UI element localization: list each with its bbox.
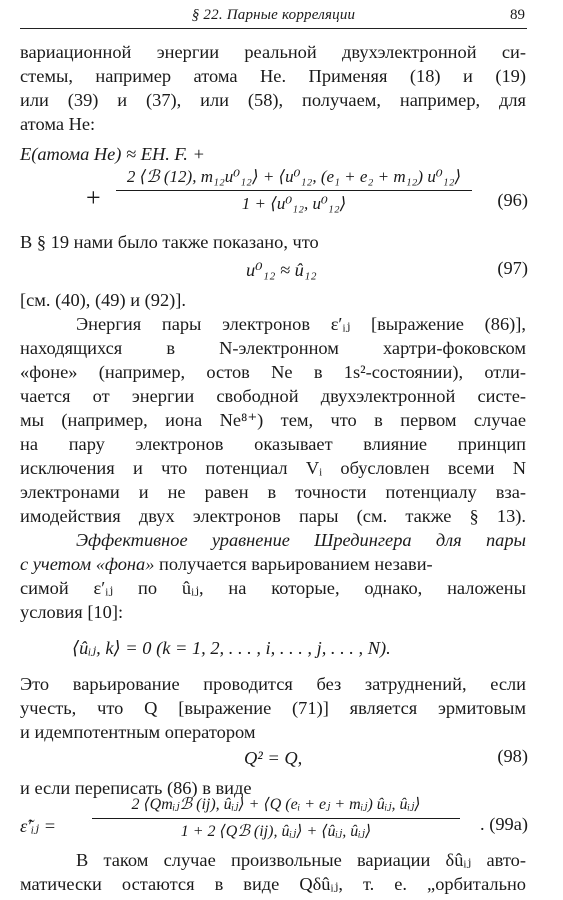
text-line: В § 19 нами было также показано, что	[20, 232, 319, 252]
section-title: § 22. Парные корреляции	[191, 7, 356, 23]
running-header	[20, 6, 527, 29]
equation-96-plus: +	[86, 183, 101, 212]
equation-99a-lhs: ε̃′ᵢⱼ =	[20, 816, 57, 836]
text-line: атома He:	[20, 114, 96, 134]
text-line: Энергия пары электронов ε′ᵢⱼ [выражение (86)],	[76, 314, 526, 334]
text-line: мы (например, иона Ne⁸⁺) тем, что в первом случае	[20, 410, 526, 430]
equation-condition: ⟨ûᵢⱼ, k⟩ = 0 (k = 1, 2, . . . , i, . . . , j, . . . , N).	[72, 638, 391, 658]
equation-96-denominator: 1 + ⟨u⁰₁₂, u⁰₁₂⟩	[241, 194, 347, 213]
italic-phrase: с учетом «фона»	[20, 554, 155, 574]
text-line: учесть, что Q [выражение (71)] является эрмитовым	[20, 698, 526, 718]
text-phrase: получается варьированием незави-	[154, 554, 433, 574]
text-line: или (39) и (37), или (58), получаем, например, для	[20, 90, 526, 110]
text-line-italic: Эффективное уравнение Шредингера для пары	[76, 530, 526, 550]
equation-99a-numerator: 2 ⟨Qmᵢⱼℬ (ij), ûᵢⱼ⟩ + ⟨Q (eᵢ + eⱼ + mᵢⱼ) ûᵢⱼ, ûᵢⱼ⟩	[131, 796, 421, 813]
text-line: «фоне» (например, остов Ne в 1s²-состоянии), отли-	[20, 362, 526, 382]
equation-number: (98)	[497, 746, 528, 766]
text-line: находящихся в N-электронном хартри-фоковском	[20, 338, 526, 358]
page-number: 89	[510, 7, 525, 23]
text-line: и идемпотентным оператором	[20, 722, 256, 742]
text-line: на пару электронов оказывает влияние принцип	[20, 434, 526, 454]
text-line: электронами и не равен в точности потенциалу вза-	[20, 482, 526, 502]
equation-96-lhs: E(атома He) ≈ EH. F. +	[20, 144, 205, 164]
equation-97: u⁰₁₂ ≈ û₁₂	[246, 260, 317, 280]
fraction-bar	[92, 818, 460, 819]
text-line: [см. (40), (49) и (92)].	[20, 290, 186, 310]
text-line: исключения и что потенциал Vᵢ обусловлен всеми N	[20, 458, 526, 478]
text-line: Это варьирование проводится без затруднений, если	[20, 674, 526, 694]
equation-number: (96)	[497, 190, 528, 210]
fraction-bar	[116, 190, 472, 191]
text-line: чается от энергии свободной двухэлектронной систе-	[20, 386, 526, 406]
equation-99a-fraction	[92, 794, 460, 843]
text-line: и если переписать (86) в виде	[20, 778, 252, 798]
equation-96-fraction	[116, 166, 472, 215]
text-line: матически остаются в виде Qδûᵢⱼ, т. е. „орбитально	[20, 874, 526, 894]
equation-number: . (99а)	[480, 814, 528, 834]
equation-number: (97)	[497, 258, 528, 278]
equation-96-numerator: 2 ⟨ℬ (12), m₁₂u⁰₁₂⟩ + ⟨u⁰₁₂, (e₁ + e₂ + m₁₂) u⁰₁₂⟩	[126, 167, 462, 186]
equation-98: Q² = Q,	[244, 748, 303, 768]
equation-99a-denominator: 1 + 2 ⟨Qℬ (ij), ûᵢⱼ⟩ + ⟨ûᵢⱼ, ûᵢⱼ⟩	[180, 823, 372, 840]
text-line: условия [10]:	[20, 602, 124, 622]
text-line: В таком случае произвольные вариации δûᵢⱼ авто-	[76, 850, 526, 870]
text-line	[20, 552, 526, 576]
text-line: вариационной энергии реальной двухэлектронной си-	[20, 42, 526, 62]
text-line: симой ε′ᵢⱼ по ûᵢⱼ, на которые, однако, наложены	[20, 578, 526, 598]
text-line: имодействия двух электронов пары (см. также § 13).	[20, 506, 526, 526]
text-line: стемы, например атома He. Применяя (18) и (19)	[20, 66, 526, 86]
